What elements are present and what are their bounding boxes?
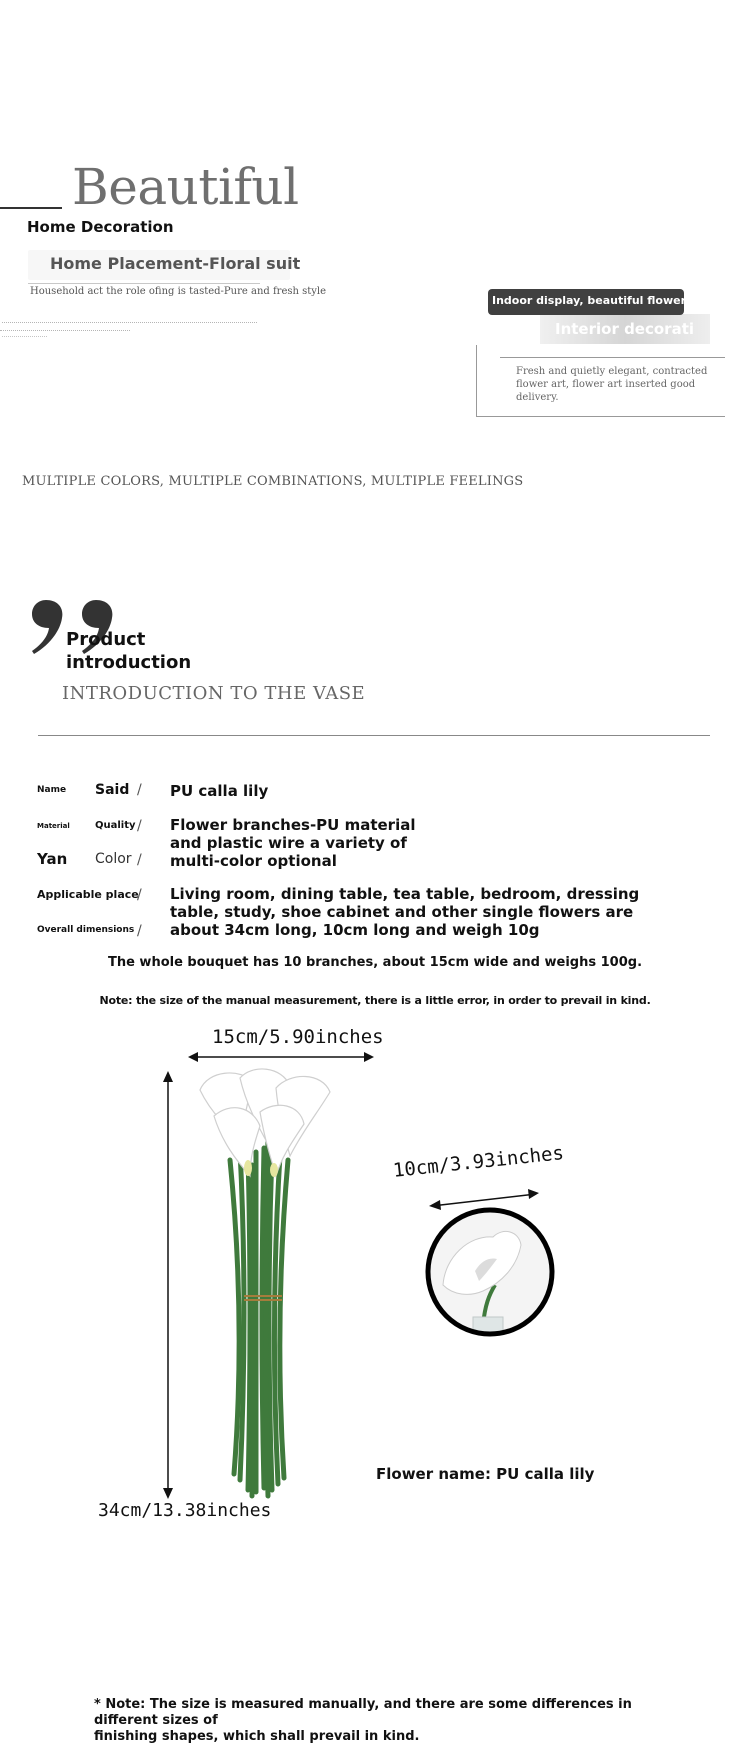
height-arrow-icon — [161, 1070, 175, 1500]
spec-slash: / — [137, 887, 142, 903]
spec-label-name: Name — [37, 785, 67, 795]
calla-bouquet-image — [190, 1060, 340, 1500]
spec-label-quality: Quality — [95, 820, 136, 831]
spec-label-dimensions: Overall dimensions — [37, 925, 135, 935]
flower-detail-image — [423, 1205, 557, 1339]
spec-value-material-line: multi-color optional — [170, 852, 337, 870]
height-measurement-label: 34cm/13.38inches — [98, 1500, 272, 1521]
dotted-divider — [0, 330, 130, 331]
spec-value-place — [170, 885, 639, 939]
spec-value-place-line: Living room, dining table, tea table, bedroom, dressing — [170, 885, 640, 903]
placement-rule — [28, 283, 260, 284]
spec-value-material-line: Flower branches-PU material — [170, 816, 416, 834]
faded-heading-band — [540, 314, 710, 344]
section-divider — [38, 735, 710, 736]
spec-slash: / — [137, 852, 142, 868]
display-card-rule — [500, 357, 725, 358]
final-size-note — [94, 1697, 694, 1745]
display-card-text: Fresh and quietly elegant, contracted flower art, flower art inserted good delivery. — [516, 366, 708, 403]
final-size-note-line: finishing shapes, which shall prevail in kind. — [94, 1729, 420, 1744]
spec-slash: / — [137, 818, 142, 834]
flower-name-caption: Flower name: PU calla lily — [376, 1465, 595, 1483]
multi-tagline: MULTIPLE COLORS, MULTIPLE COMBINATIONS, MULTIPLE FEELINGS — [22, 474, 524, 489]
spec-label-yan: Yan — [37, 850, 68, 868]
bouquet-summary: The whole bouquet has 10 branches, about 15cm wide and weighs 100g. — [107, 955, 643, 970]
spec-value-material-line: and plastic wire a variety of — [170, 834, 407, 852]
spec-label-color: Color — [95, 851, 132, 867]
width-measurement-label: 15cm/5.90inches — [212, 1026, 384, 1048]
spec-label-said: Said — [95, 782, 130, 798]
display-chip — [488, 289, 708, 315]
spec-value-place-line: about 34cm long, 10cm long and weigh 10g — [170, 921, 540, 939]
flower-measurement-label: 10cm/3.93inches — [392, 1142, 565, 1182]
product-intro-title — [66, 628, 191, 674]
display-chip-label: Indoor display, beautiful flower art — [492, 294, 708, 307]
hero-tagline: Household act the role ofing is tasted-Pure and fresh style — [30, 286, 327, 297]
placement-text: Home Placement-Floral suit — [50, 254, 301, 273]
hero-subtitle: Home Decoration — [27, 218, 174, 236]
spec-slash: / — [137, 923, 142, 939]
spec-value-name: PU calla lily — [170, 782, 269, 800]
spec-label-place: Applicable place — [37, 888, 139, 901]
spec-slash: / — [137, 782, 142, 798]
dotted-divider — [2, 336, 47, 337]
product-intro-subtitle: INTRODUCTION TO THE VASE — [62, 683, 366, 704]
spec-value-material — [170, 816, 415, 870]
placement-banner — [28, 250, 301, 280]
final-size-note-line: * Note: The size is measured manually, and there are some differences in different sizes of — [94, 1697, 632, 1728]
measurement-note: Note: the size of the manual measurement, there is a little error, in order to prevail in kind. — [99, 994, 651, 1007]
spec-label-material: Material — [37, 822, 70, 830]
hero-title: Beautiful — [72, 158, 299, 216]
product-intro-title-line1: Product — [66, 629, 146, 650]
hero-accent-line — [0, 207, 62, 209]
spec-value-place-line: table, study, shoe cabinet and other single flowers are — [170, 903, 634, 921]
product-intro-title-line2: introduction — [66, 652, 192, 673]
faded-heading: Interior decorati — [555, 320, 695, 338]
dotted-divider — [2, 322, 257, 323]
